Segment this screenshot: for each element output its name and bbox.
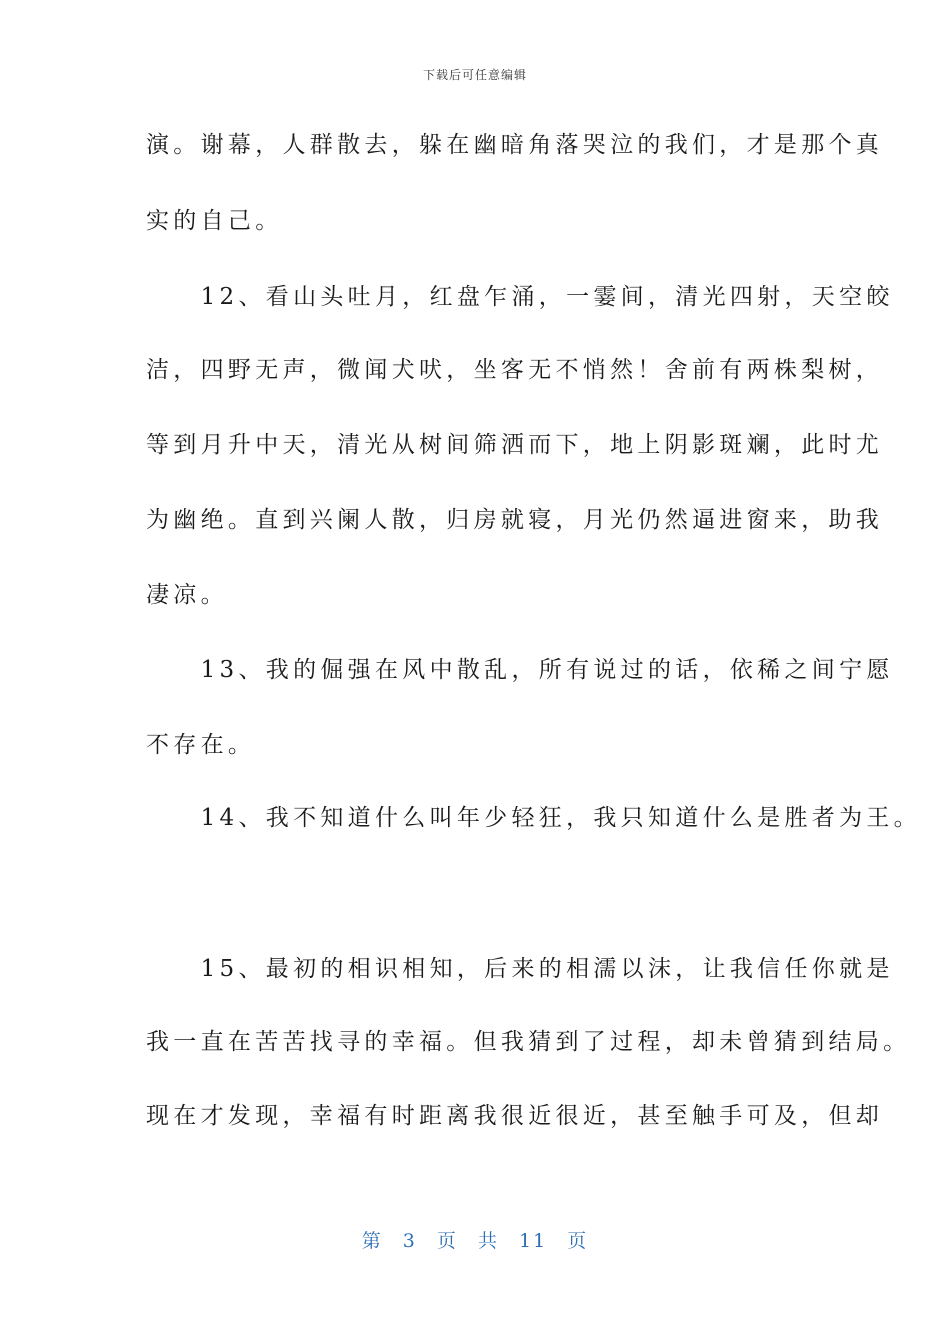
body-line: 14、我不知道什么叫年少轻狂，我只知道什么是胜者为王。 — [146, 805, 921, 831]
body-line: 凄凉。 — [146, 582, 228, 608]
footer-prefix: 第 — [361, 1230, 383, 1252]
body-line: 洁，四野无声，微闻犬吠，坐客无不悄然！舍前有两株梨树， — [146, 357, 884, 383]
body-line: 为幽绝。直到兴阑人散，归房就寝，月光仍然逼进窗来，助我 — [146, 507, 884, 533]
body-line: 12、看山头吐月，红盘乍涌，一霎间，清光四射，天空皎 — [146, 284, 894, 310]
body-line: 15、最初的相识相知，后来的相濡以沫，让我信任你就是 — [146, 956, 894, 982]
body-line: 演。谢幕，人群散去，躲在幽暗角落哭泣的我们，才是那个真 — [146, 132, 884, 158]
body-line: 13、我的倔强在风中散乱，所有说过的话，依稀之间宁愿 — [146, 657, 894, 683]
footer-page-number: 3 — [402, 1230, 417, 1252]
page-footer — [0, 1226, 950, 1253]
page-header: 下载后可任意编辑 — [422, 68, 527, 82]
body-line: 等到月升中天，清光从树间筛洒而下，地上阴影斑斓，此时尤 — [146, 432, 884, 458]
body-line: 不存在。 — [146, 732, 256, 758]
footer-total-label: 共 — [477, 1230, 499, 1252]
footer-suffix: 页 — [567, 1230, 589, 1252]
body-line: 现在才发现，幸福有时距离我很近很近，甚至触手可及，但却 — [146, 1103, 884, 1129]
footer-mid: 页 — [436, 1230, 458, 1252]
body-line: 我一直在苦苦找寻的幸福。但我猜到了过程，却未曾猜到结局。 — [146, 1029, 911, 1055]
body-line: 实的自己。 — [146, 208, 283, 234]
footer-total-pages: 11 — [519, 1230, 548, 1252]
